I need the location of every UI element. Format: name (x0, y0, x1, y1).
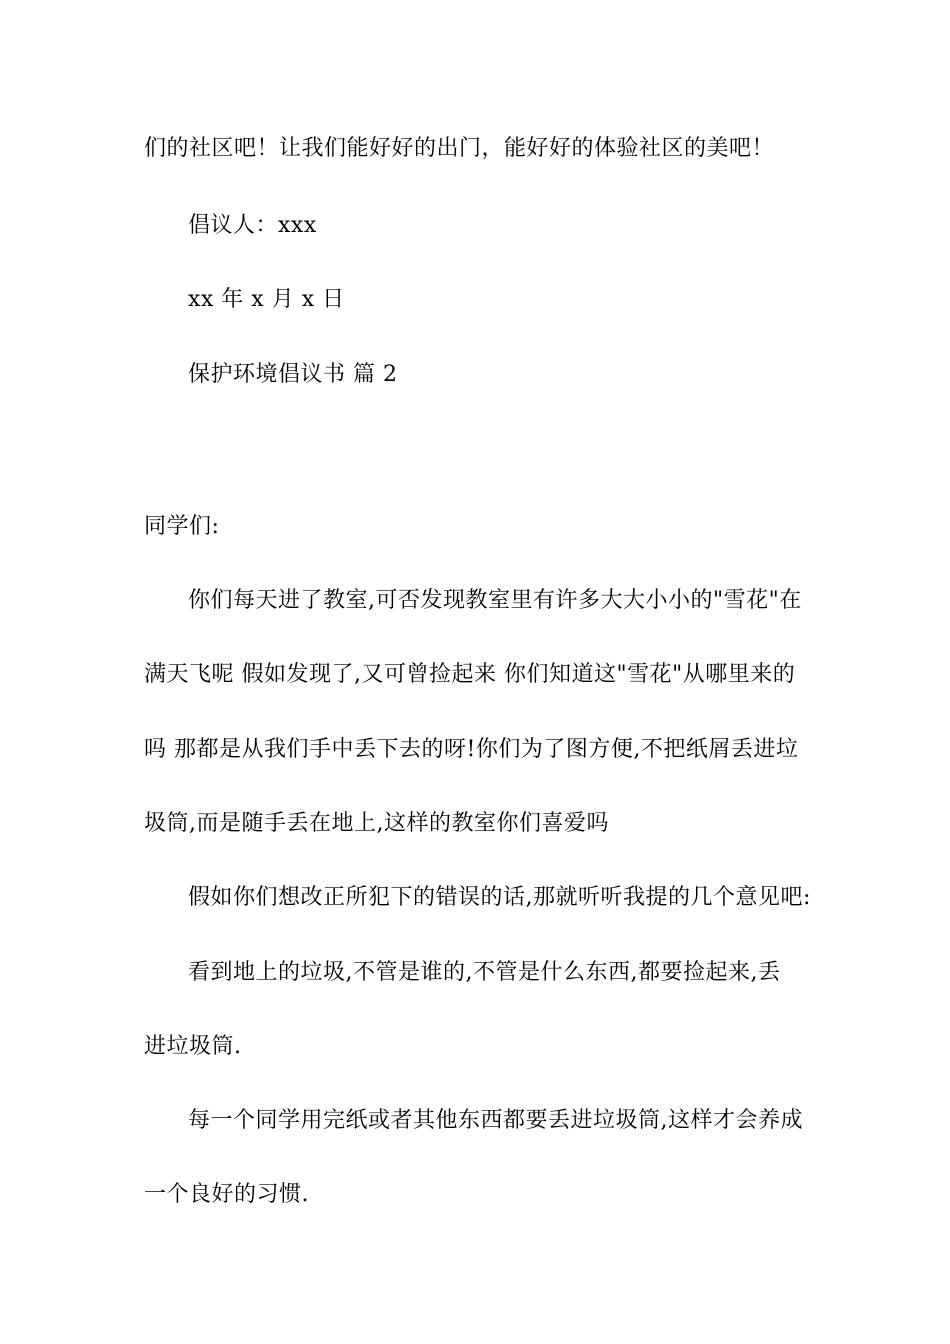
date-line: xx 年 x 月 x 日 (188, 287, 345, 312)
paragraph-line: 假如你们想改正所犯下的错误的话,那就听听我提的几个意见吧: (188, 885, 811, 910)
paragraph-line: 满天飞呢 假如发现了,又可曾捡起来 你们知道这"雪花"从哪里来的 (144, 662, 796, 687)
paragraph-line: 看到地上的垃圾,不管是谁的,不管是什么东西,都要捡起来,丢 (188, 960, 781, 985)
paragraph-line: 每一个同学用完纸或者其他东西都要丢进垃圾筒,这样才会养成 (188, 1108, 803, 1133)
paragraph-line: 你们每天进了教室,可否发现教室里有许多大大小小的"雪花"在 (188, 588, 802, 613)
section-title: 保护环境倡议书 篇 2 (188, 362, 398, 387)
paragraph-line: 一个良好的习惯. (144, 1182, 309, 1207)
paragraph-line: 进垃圾筒. (144, 1034, 242, 1059)
paragraph-closing-line: 们的社区吧！让我们能好好的出门，能好好的体验社区的美吧！ (144, 136, 775, 161)
proposer-signature: 倡议人：xxx (188, 213, 317, 238)
paragraph-line: 吗 那都是从我们手中丢下去的呀!你们为了图方便,不把纸屑丢进垃 (144, 737, 799, 762)
paragraph-line: 圾筒,而是随手丢在地上,这样的教室你们喜爱吗 (144, 811, 609, 836)
salutation: 同学们: (144, 514, 220, 539)
